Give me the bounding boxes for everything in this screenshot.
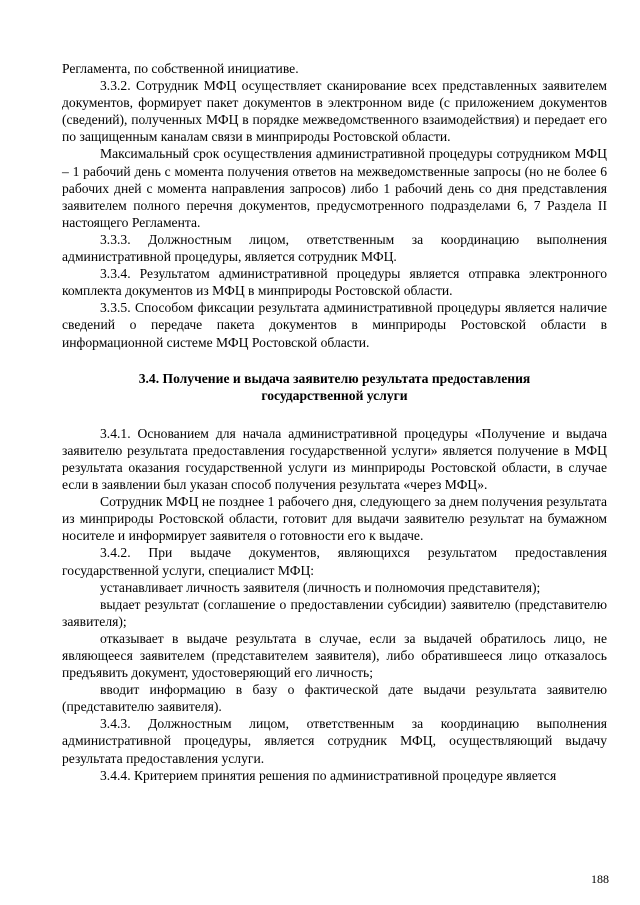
paragraph: устанавливает личность заявителя (личность и полномочия представителя);: [100, 579, 541, 595]
paragraph: 3.3.2. Сотрудник МФЦ осуществляет сканирование всех представленных заявителем документов, формирует пакет документов в электронном виде (с приложением документов (сведений), полученных МФЦ в порядке межведомственного взаимодействия) и передает его по защищенным каналам связи в минприроды Ростовской области.: [62, 78, 607, 145]
section-heading: [62, 370, 607, 404]
paragraph: 3.3.4. Результатом административной процедуры является отправка электронного комплекта документов из МФЦ в минприроды Ростовской области.: [62, 266, 607, 299]
heading-line-2: государственной услуги: [261, 387, 408, 403]
paragraph: Сотрудник МФЦ не позднее 1 рабочего дня, следующего за днем получения результата из минприроды Ростовской области, готовит для выдачи заявителю результат на бумажном носителе и информирует заявителя о готовности его к выдаче.: [62, 494, 607, 544]
paragraph: 3.3.3. Должностным лицом, ответственным за координацию выполнения административной процедуры, является сотрудник МФЦ.: [62, 231, 607, 265]
paragraph: 3.4.3. Должностным лицом, ответственным за координацию выполнения административной процедуры, является сотрудник МФЦ, осуществляющий выдачу результата предоставления услуги.: [62, 716, 607, 766]
paragraph: вводит информацию в базу о фактической дате выдачи результата заявителю (представителю заявителя).: [62, 682, 607, 715]
paragraph: 3.4.4. Критерием принятия решения по административной процедуре является: [100, 767, 557, 783]
paragraph: 3.4.2. При выдаче документов, являющихся результатом предоставления государственной услуги, специалист МФЦ:: [62, 545, 607, 578]
paragraph: 3.4.1. Основанием для начала административной процедуры «Получение и выдача заявителю результата предоставления государственной услуги» является получение в МФЦ результата оказания государственной услуги из минприроды Ростовской области, в случае если в заявлении был указан способ получения результата «через МФЦ».: [62, 425, 607, 493]
section-3-3-text: [62, 60, 607, 351]
section-3-4-text: [62, 425, 607, 784]
paragraph: выдает результат (соглашение о предоставлении субсидии) заявителю (представителю заявителя);: [62, 596, 607, 629]
paragraph: 3.3.5. Способом фиксации результата административной процедуры является наличие сведений о передаче пакета документов в минприроды Ростовской области в информационной системе МФЦ Ростовской области.: [62, 300, 607, 350]
paragraph: отказывает в выдаче результата в случае, если за выдачей обратилось лицо, не являющееся заявителем (представителем заявителя), либо обратившееся лицо отказалось предъявить документ, удостоверяющий его личность;: [62, 630, 607, 681]
paragraph: Регламента, по собственной инициативе.: [62, 61, 299, 76]
page-number: 188: [591, 872, 609, 886]
heading-line-1: 3.4. Получение и выдача заявителю результата предоставления: [138, 370, 531, 386]
paragraph: Максимальный срок осуществления административной процедуры сотрудником МФЦ – 1 рабочий день с момента получения ответов на межведомственные запросы (но не более 6 рабочих дней с момента направления запросов) либо 1 рабочий день со дня представления заявителем полного перечня документов, предусмотренного подразделами 6, 7 Раздела II настоящего Регламента.: [62, 146, 607, 230]
